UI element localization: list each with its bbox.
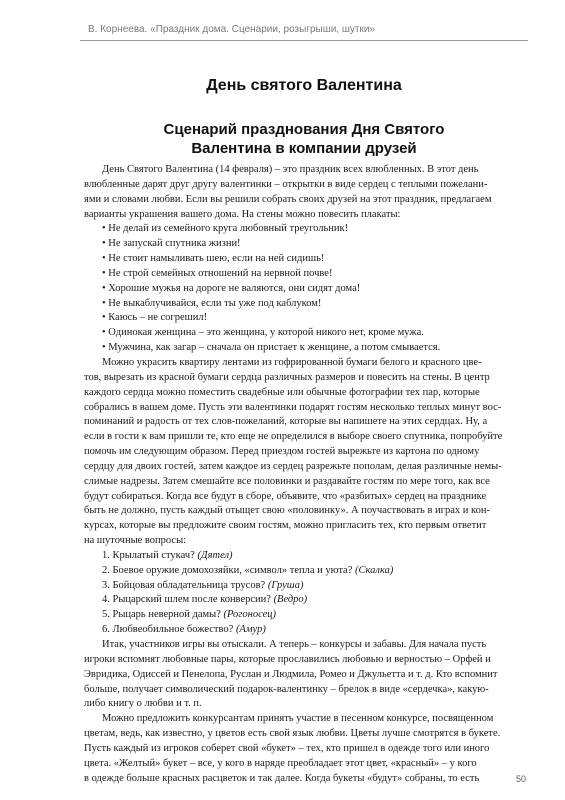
quiz-question: 1. Крылатый стукач? — [102, 549, 195, 561]
page-number: 50 — [515, 774, 526, 784]
text-line: игроки вспомнят любовные пары, которые прославились любовью и верностью – Орфей и — [84, 653, 491, 665]
text-line: если в гости к вам пришли те, кто еще не определился в выборе своего спутника, попробуйте — [84, 431, 503, 443]
quiz-item — [84, 593, 526, 608]
text-line: слимые надрезы. Затем смешайте все половинки и раздавайте гостям по мере того, как все — [84, 475, 490, 487]
running-header: В. Корнеева. «Праздник дома. Сценарии, розыгрыши, шутки» — [88, 24, 375, 35]
quiz-answer: (Скалка) — [354, 564, 394, 576]
quiz-item — [84, 549, 526, 564]
body-text — [84, 163, 526, 786]
text-line: быть не должно, пусть каждый отыщет свою «половинку». А поучаствовать в играх и кон- — [84, 505, 490, 517]
list-item: • Не выкаблучивайся, если ты уже под каблуком! — [102, 297, 322, 309]
section-title-line: Сценарий празднования Дня Святого — [163, 121, 445, 138]
list-item: • Не стоит намыливать шею, если на ней сидишь! — [102, 253, 325, 265]
text-line: курсах, которые вы предложите своим гостям, можно пригласить тех, кто первым ответит — [84, 520, 487, 532]
text-line: каждого сердца можно поместить свадебные или обычные фотографии тех пар, которые — [84, 386, 480, 398]
section-title — [80, 120, 528, 158]
text-line: будут собираться. Когда все будут в сборе, объявите, что «разбитых» сердец на празднике — [84, 490, 487, 502]
list-item: • Мужчина, как загар – сначала он пристает к женщине, а потом смывается. — [102, 342, 441, 354]
text-line: в одежде больше красных расцветок и так далее. Когда букеты «будут» собраны, то есть — [84, 772, 480, 784]
text-line: больше, получает символический подарок-валентинку – брелок в виде «сердечка», какую- — [84, 683, 489, 695]
quiz-item — [84, 608, 526, 623]
text-line: поминаний и радость от тех слов-пожеланий, которые вы напишете на этих сердцах. Ну, а — [84, 416, 488, 428]
text-line: цветам, ведь, как известно, у цветов есть свой язык любви. Цветы лучше смотрятся в букете. — [84, 728, 501, 740]
list-item: • Не строй семейных отношений на нервной почве! — [102, 267, 333, 279]
quiz-answer: (Амур) — [235, 624, 266, 636]
text-line: на шуточные вопросы: — [84, 535, 187, 547]
list-item: • Каюсь – не согрешил! — [102, 312, 208, 324]
text-line: варианты украшения вашего дома. На стены можно повесить плакаты: — [84, 208, 401, 220]
list-item: • Не делай из семейного круга любовный треугольник! — [102, 223, 349, 235]
text-line: ями и словами любви. Если вы решили собрать своих друзей на этот праздник, предлагаем — [84, 193, 492, 205]
text-line: сердцу для двоих гостей, затем каждое из сердец разрежьте пополам, делая различные немы- — [84, 460, 502, 472]
text-line: либо книгу о любви и т. п. — [84, 698, 202, 710]
text-line: Можно украсить квартиру лентами из гофрированной бумаги белого и красного цве- — [102, 356, 482, 368]
text-line: собрались в вашем доме. Пусть эти валентинки подарят гостям несколько теплых минут вос- — [84, 401, 502, 413]
quiz-question: 3. Бойцовая обладательница трусов? — [102, 579, 266, 591]
text-line: Эвридика, Одиссей и Пенелопа, Руслан и Людмила, Ромео и Джульетта и т. д. Кто вспомнит — [84, 668, 498, 680]
quiz-item — [84, 579, 526, 594]
quiz-answer: (Рогоносец) — [223, 609, 277, 621]
text-line: цвета. «Желтый» букет – все, у кого в наряде преобладает этот цвет, «красный» – у кого — [84, 757, 477, 769]
quiz-question: 6. Любвеобильное божество? — [102, 624, 234, 636]
text-line: помочь им следующим образом. Перед приездом гостей вырежьте из картона по одному — [84, 446, 480, 458]
quiz-answer: (Ведро) — [273, 594, 308, 606]
list-item: • Одинокая женщина – это женщина, у которой никого нет, кроме мужа. — [102, 327, 424, 339]
text-line: тов, вырезать из красной бумаги сердца различных размеров и повесить на стены. В центр — [84, 371, 490, 383]
text-line: Итак, участников игры вы отыскали. А теперь – конкурсы и забавы. Для начала пусть — [102, 639, 487, 650]
list-item: • Не запускай спутника жизни! — [102, 238, 241, 250]
text-line: Можно предложить конкурсантам принять участие в песенном конкурсе, посвященном — [102, 713, 494, 725]
text-line: влюбленные дарят друг другу валентинки – открытки в виде сердец с теплыми пожелани- — [84, 178, 488, 190]
quiz-question: 5. Рыцарь неверной дамы? — [102, 609, 221, 621]
quiz-answer: (Груша) — [267, 579, 304, 591]
list-item: • Хорошие мужья на дороге не валяются, они сидят дома! — [102, 282, 361, 294]
text-line: День Святого Валентина (14 февраля) – это праздник всех влюбленных. В этот день — [102, 164, 479, 175]
quiz-question: 4. Рыцарский шлем после конверсии? — [102, 594, 271, 606]
header-rule — [80, 40, 528, 41]
section-title-line: Валентина в компании друзей — [191, 140, 417, 157]
quiz-item — [84, 564, 526, 579]
quiz-answer: (Дятел) — [197, 549, 233, 561]
quiz-item — [84, 623, 526, 638]
quiz-question: 2. Боевое оружие домохозяйки, «символ» тепла и уюта? — [102, 564, 353, 576]
text-line: Пусть каждый из игроков соберет свой «букет» – тех, кто пришел в одежде того или иного — [84, 742, 490, 754]
chapter-title: День святого Валентина — [206, 77, 402, 94]
